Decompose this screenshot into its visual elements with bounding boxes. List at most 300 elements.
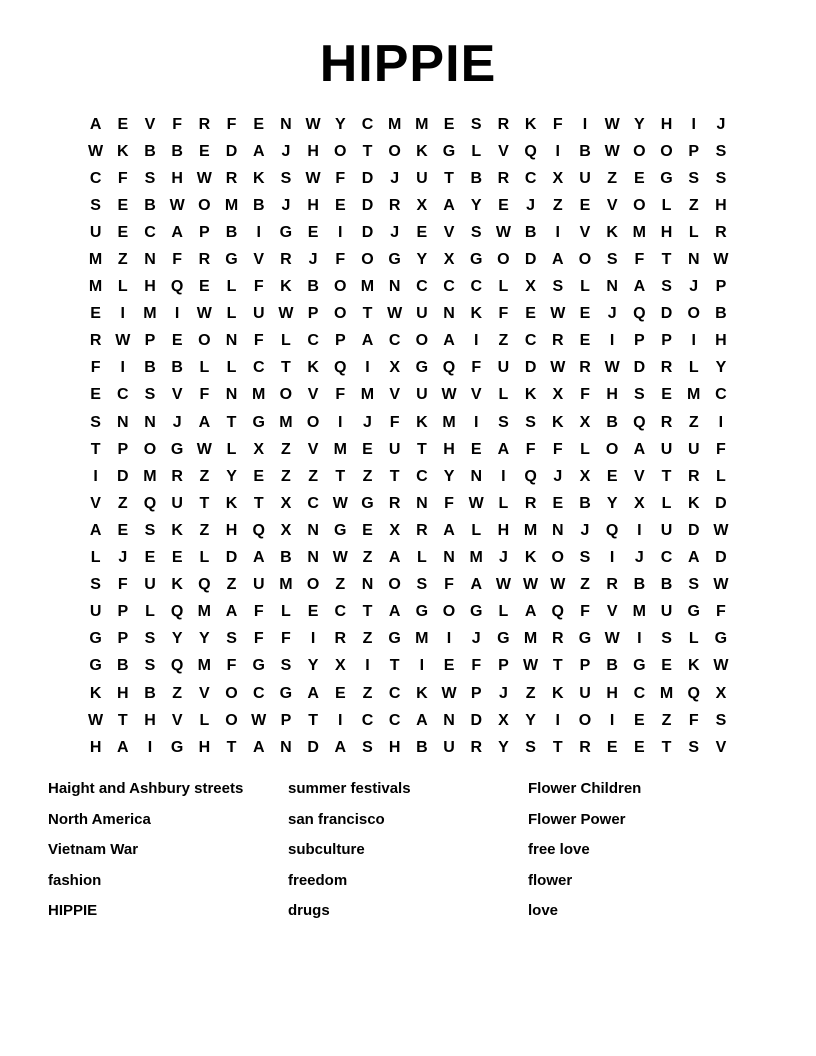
grid-cell: T bbox=[661, 738, 672, 756]
grid-cell: T bbox=[389, 467, 400, 485]
grid-cell: X bbox=[552, 169, 564, 187]
grid-cell: D bbox=[361, 223, 374, 241]
grid-cell: D bbox=[524, 251, 537, 269]
grid-cell: A bbox=[497, 440, 510, 458]
grid-cell: B bbox=[606, 657, 618, 675]
grid-cell: E bbox=[661, 657, 672, 675]
grid-cell: H bbox=[443, 440, 455, 458]
grid-cell: I bbox=[609, 711, 615, 729]
grid-cell: O bbox=[497, 251, 510, 269]
grid-cell: T bbox=[226, 413, 237, 431]
grid-cell: Y bbox=[525, 711, 536, 729]
grid-cell: I bbox=[338, 711, 343, 729]
grid-cell: S bbox=[144, 169, 156, 187]
grid-cell: W bbox=[305, 115, 321, 133]
grid-cell: S bbox=[90, 196, 101, 214]
grid-cell: N bbox=[388, 278, 401, 296]
grid-cell: E bbox=[307, 603, 319, 621]
grid-cell: O bbox=[633, 142, 646, 160]
grid-cell: Y bbox=[634, 115, 645, 133]
grid-cell: I bbox=[718, 413, 724, 431]
grid-cell: B bbox=[144, 684, 156, 702]
grid-cell: B bbox=[470, 169, 482, 187]
grid-cell: Z bbox=[335, 576, 346, 594]
grid-cell: G bbox=[633, 657, 646, 675]
grid-cell: J bbox=[607, 305, 617, 323]
grid-cell: A bbox=[470, 576, 482, 594]
grid-cell: K bbox=[552, 684, 564, 702]
grid-cell: W bbox=[604, 359, 620, 377]
grid-cell: H bbox=[117, 684, 129, 702]
grid-cell: R bbox=[198, 251, 211, 269]
grid-cell: Z bbox=[281, 467, 291, 485]
grid-cell: E bbox=[117, 223, 129, 241]
grid-cell: E bbox=[117, 521, 129, 539]
grid-cell: C bbox=[361, 115, 374, 133]
grid-cell: K bbox=[606, 223, 618, 241]
grid-cell: O bbox=[306, 413, 320, 431]
grid-cell: A bbox=[117, 738, 129, 756]
grid-cell: R bbox=[660, 413, 673, 431]
grid-cell: L bbox=[471, 521, 482, 539]
word-list-item: flower bbox=[528, 871, 573, 889]
grid-cell: T bbox=[281, 359, 291, 377]
grid-cell: B bbox=[144, 359, 156, 377]
grid-cell: L bbox=[199, 711, 210, 729]
grid-cell: S bbox=[498, 413, 509, 431]
grid-cell: L bbox=[716, 467, 726, 485]
grid-cell: M bbox=[442, 413, 456, 431]
grid-cell: I bbox=[338, 413, 343, 431]
grid-cell: M bbox=[143, 305, 157, 323]
grid-cell: Z bbox=[362, 549, 373, 567]
grid-cell: Y bbox=[199, 630, 210, 648]
grid-cell: M bbox=[523, 630, 538, 648]
puzzle-title: HIPPIE bbox=[319, 35, 497, 93]
grid-cell: C bbox=[361, 711, 374, 729]
grid-cell: B bbox=[280, 549, 292, 567]
grid-cell: M bbox=[279, 413, 293, 431]
grid-cell: S bbox=[606, 251, 618, 269]
grid-cell: M bbox=[279, 576, 293, 594]
grid-cell: G bbox=[442, 142, 456, 160]
grid-cell: Y bbox=[307, 657, 319, 675]
grid-cell: W bbox=[115, 332, 131, 350]
grid-cell: V bbox=[634, 467, 645, 485]
word-list-item: love bbox=[528, 902, 559, 919]
grid-cell: N bbox=[361, 576, 374, 594]
grid-cell: S bbox=[280, 657, 292, 675]
grid-cell: U bbox=[416, 169, 428, 187]
grid-cell: S bbox=[579, 549, 591, 567]
grid-cell: S bbox=[226, 630, 237, 648]
grid-cell: T bbox=[335, 467, 346, 485]
grid-cell: U bbox=[171, 494, 183, 512]
grid-cell: I bbox=[582, 115, 588, 133]
grid-cell: O bbox=[198, 332, 211, 350]
grid-cell: N bbox=[443, 711, 455, 729]
grid-cell: U bbox=[416, 386, 428, 404]
grid-cell: C bbox=[660, 549, 673, 567]
grid-cell: K bbox=[307, 359, 319, 377]
grid-cell: Q bbox=[524, 142, 537, 160]
grid-cell: W bbox=[196, 169, 212, 187]
grid-cell: Q bbox=[605, 521, 619, 539]
grid-cell: I bbox=[555, 142, 560, 160]
grid-cell: F bbox=[253, 630, 264, 648]
grid-cell: A bbox=[89, 115, 102, 133]
grid-cell: Y bbox=[334, 115, 346, 133]
grid-cell: R bbox=[552, 332, 564, 350]
grid-cell: W bbox=[251, 711, 267, 729]
grid-cell: J bbox=[498, 684, 508, 702]
grid-cell: S bbox=[634, 386, 645, 404]
grid-cell: I bbox=[691, 332, 696, 350]
grid-cell: D bbox=[225, 549, 238, 567]
grid-cell: Q bbox=[143, 494, 157, 512]
grid-cell: V bbox=[579, 223, 591, 241]
grid-cell: V bbox=[307, 386, 319, 404]
grid-cell: O bbox=[578, 711, 592, 729]
grid-cell: Z bbox=[498, 332, 509, 350]
grid-cell: E bbox=[634, 169, 645, 187]
grid-cell: A bbox=[416, 711, 428, 729]
grid-cell: X bbox=[715, 684, 727, 702]
grid-cell: D bbox=[715, 549, 727, 567]
grid-cell: I bbox=[419, 657, 425, 675]
grid-cell: S bbox=[90, 576, 101, 594]
grid-cell: H bbox=[660, 115, 673, 133]
grid-cell: F bbox=[716, 603, 726, 621]
grid-cell: I bbox=[256, 223, 261, 241]
grid-cell: B bbox=[579, 142, 591, 160]
grid-cell: U bbox=[660, 603, 673, 621]
grid-cell: R bbox=[606, 576, 618, 594]
grid-cell: C bbox=[633, 684, 646, 702]
grid-cell: T bbox=[444, 169, 454, 187]
grid-cell: M bbox=[197, 603, 211, 621]
grid-cell: P bbox=[144, 332, 156, 350]
grid-cell: G bbox=[714, 630, 728, 648]
grid-cell: G bbox=[279, 223, 293, 241]
grid-cell: Z bbox=[362, 630, 373, 648]
grid-cell: H bbox=[715, 196, 727, 214]
grid-cell: J bbox=[634, 549, 644, 567]
grid-cell: L bbox=[199, 359, 210, 377]
grid-cell: C bbox=[388, 711, 401, 729]
grid-cell: W bbox=[305, 169, 321, 187]
grid-cell: V bbox=[443, 223, 455, 241]
grid-cell: O bbox=[198, 196, 211, 214]
grid-cell: W bbox=[441, 386, 457, 404]
grid-cell: P bbox=[334, 332, 346, 350]
grid-cell: S bbox=[715, 169, 727, 187]
grid-cell: Q bbox=[198, 576, 211, 594]
grid-cell: V bbox=[606, 196, 618, 214]
grid-cell: X bbox=[253, 440, 265, 458]
grid-cell: L bbox=[580, 278, 590, 296]
word-list-item: fashion bbox=[48, 871, 102, 889]
grid-cell: X bbox=[525, 278, 536, 296]
grid-cell: A bbox=[334, 738, 347, 756]
grid-cell: M bbox=[224, 196, 239, 214]
grid-cell: Y bbox=[498, 738, 509, 756]
grid-cell: A bbox=[361, 332, 374, 350]
grid-cell: W bbox=[604, 630, 620, 648]
grid-cell: F bbox=[117, 169, 128, 187]
grid-cell: M bbox=[252, 386, 266, 404]
grid-cell: O bbox=[143, 440, 157, 458]
word-list-item: freedom bbox=[288, 871, 348, 889]
grid-cell: U bbox=[388, 440, 401, 458]
word-list-item: subculture bbox=[288, 841, 365, 858]
grid-cell: O bbox=[578, 251, 592, 269]
grid-cell: Q bbox=[334, 359, 347, 377]
grid-cell: B bbox=[171, 142, 183, 160]
grid-cell: M bbox=[387, 115, 402, 133]
grid-cell: O bbox=[660, 142, 673, 160]
grid-cell: N bbox=[443, 549, 455, 567]
grid-cell: G bbox=[89, 657, 102, 675]
grid-cell: F bbox=[335, 386, 346, 404]
grid-cell: G bbox=[388, 251, 401, 269]
grid-cell: I bbox=[147, 738, 153, 756]
grid-cell: U bbox=[144, 576, 156, 594]
grid-cell: W bbox=[495, 576, 511, 594]
grid-cell: P bbox=[199, 223, 210, 241]
grid-cell: E bbox=[117, 115, 129, 133]
grid-cell: T bbox=[389, 657, 400, 675]
grid-cell: R bbox=[198, 115, 211, 133]
grid-cell: L bbox=[117, 278, 128, 296]
grid-cell: V bbox=[253, 251, 265, 269]
grid-cell: P bbox=[280, 711, 292, 729]
word-list-item: Flower Power bbox=[528, 810, 626, 828]
grid-cell: G bbox=[415, 603, 429, 621]
grid-cell: I bbox=[473, 332, 479, 350]
grid-cell: R bbox=[687, 467, 700, 485]
grid-cell: Z bbox=[362, 684, 373, 702]
grid-cell: W bbox=[550, 576, 566, 594]
grid-cell: O bbox=[388, 576, 401, 594]
grid-cell: H bbox=[606, 386, 618, 404]
grid-cell: O bbox=[279, 386, 293, 404]
grid-cell: O bbox=[415, 332, 429, 350]
grid-cell: I bbox=[609, 549, 615, 567]
grid-cell: T bbox=[552, 738, 563, 756]
grid-cell: E bbox=[443, 657, 455, 675]
grid-cell: Q bbox=[170, 278, 184, 296]
grid-cell: X bbox=[334, 657, 346, 675]
grid-cell: N bbox=[470, 467, 482, 485]
grid-cell: O bbox=[225, 684, 238, 702]
grid-cell: L bbox=[688, 223, 699, 241]
grid-cell: S bbox=[144, 386, 156, 404]
grid-cell: C bbox=[117, 386, 129, 404]
grid-cell: M bbox=[632, 603, 646, 621]
grid-cell: H bbox=[715, 332, 727, 350]
grid-cell: M bbox=[333, 440, 347, 458]
grid-cell: R bbox=[497, 115, 510, 133]
grid-cell: K bbox=[171, 576, 183, 594]
grid-cell: H bbox=[225, 521, 238, 539]
grid-cell: R bbox=[470, 738, 482, 756]
grid-cell: B bbox=[171, 359, 183, 377]
grid-cell: M bbox=[523, 521, 538, 539]
grid-cell: S bbox=[661, 278, 672, 296]
grid-cell: K bbox=[89, 684, 102, 702]
grid-cell: H bbox=[307, 142, 319, 160]
grid-cell: K bbox=[416, 142, 428, 160]
grid-cell: P bbox=[688, 142, 700, 160]
grid-cell: A bbox=[388, 549, 401, 567]
grid-cell: X bbox=[416, 196, 428, 214]
grid-cell: E bbox=[634, 711, 645, 729]
grid-cell: J bbox=[390, 169, 400, 187]
grid-cell: C bbox=[470, 278, 482, 296]
grid-cell: T bbox=[661, 251, 672, 269]
grid-cell: I bbox=[637, 521, 642, 539]
grid-cell: D bbox=[715, 494, 727, 512]
grid-cell: M bbox=[88, 251, 103, 269]
grid-cell: G bbox=[687, 603, 700, 621]
grid-cell: S bbox=[661, 630, 672, 648]
grid-cell: T bbox=[308, 711, 318, 729]
grid-cell: I bbox=[120, 305, 125, 323]
grid-cell: W bbox=[88, 142, 104, 160]
grid-cell: S bbox=[144, 630, 156, 648]
grid-cell: U bbox=[252, 576, 265, 594]
grid-cell: W bbox=[332, 494, 348, 512]
grid-cell: L bbox=[90, 549, 101, 567]
grid-cell: X bbox=[552, 386, 564, 404]
grid-cell: R bbox=[416, 521, 428, 539]
grid-cell: Z bbox=[117, 251, 128, 269]
grid-cell: F bbox=[525, 440, 536, 458]
grid-cell: W bbox=[88, 711, 104, 729]
grid-cell: T bbox=[661, 467, 672, 485]
grid-cell: U bbox=[497, 359, 510, 377]
grid-cell: V bbox=[90, 494, 101, 512]
grid-cell: O bbox=[605, 440, 619, 458]
grid-cell: D bbox=[307, 738, 319, 756]
grid-cell: H bbox=[606, 684, 618, 702]
grid-cell: R bbox=[280, 251, 292, 269]
grid-cell: F bbox=[471, 657, 482, 675]
grid-cell: H bbox=[144, 278, 156, 296]
grid-cell: E bbox=[171, 332, 183, 350]
grid-cell: I bbox=[691, 115, 696, 133]
grid-cell: J bbox=[580, 521, 590, 539]
grid-cell: J bbox=[498, 549, 508, 567]
grid-cell: T bbox=[362, 142, 373, 160]
grid-cell: W bbox=[196, 305, 212, 323]
grid-cell: J bbox=[471, 630, 481, 648]
grid-cell: Z bbox=[688, 196, 699, 214]
grid-cell: N bbox=[307, 521, 319, 539]
grid-cell: U bbox=[443, 738, 455, 756]
grid-cell: F bbox=[580, 386, 590, 404]
grid-cell: B bbox=[144, 142, 156, 160]
grid-cell: K bbox=[416, 684, 428, 702]
grid-cell: E bbox=[606, 738, 618, 756]
grid-cell: B bbox=[606, 413, 618, 431]
grid-cell: V bbox=[470, 386, 482, 404]
grid-cell: I bbox=[174, 305, 180, 323]
grid-cell: E bbox=[661, 386, 672, 404]
grid-cell: E bbox=[253, 115, 265, 133]
grid-cell: G bbox=[497, 630, 510, 648]
grid-cell: T bbox=[416, 440, 427, 458]
grid-cell: J bbox=[689, 278, 699, 296]
grid-cell: E bbox=[362, 440, 373, 458]
grid-cell: U bbox=[579, 169, 591, 187]
grid-cell: K bbox=[524, 549, 537, 567]
grid-cell: X bbox=[634, 494, 645, 512]
grid-cell: S bbox=[552, 278, 564, 296]
word-list-item: North America bbox=[48, 810, 151, 828]
grid-cell: G bbox=[89, 630, 102, 648]
grid-cell: S bbox=[362, 738, 373, 756]
grid-cell: M bbox=[197, 657, 211, 675]
grid-cell: L bbox=[688, 630, 699, 648]
grid-cell: F bbox=[552, 115, 563, 133]
grid-cell: F bbox=[117, 576, 128, 594]
grid-cell: B bbox=[117, 657, 129, 675]
grid-cell: T bbox=[90, 440, 101, 458]
grid-cell: L bbox=[226, 305, 237, 323]
grid-cell: E bbox=[144, 549, 156, 567]
word-list-item: Haight and Ashbury streets bbox=[48, 780, 244, 797]
grid-cell: H bbox=[388, 738, 401, 756]
grid-cell: E bbox=[90, 386, 101, 404]
grid-cell: C bbox=[388, 684, 401, 702]
grid-cell: I bbox=[365, 359, 370, 377]
grid-cell: A bbox=[388, 603, 401, 621]
grid-cell: S bbox=[144, 657, 156, 675]
grid-cell: L bbox=[226, 440, 237, 458]
grid-cell: V bbox=[606, 603, 618, 621]
grid-cell: G bbox=[578, 630, 592, 648]
grid-cell: T bbox=[552, 657, 563, 675]
grid-cell: E bbox=[579, 305, 591, 323]
grid-cell: E bbox=[199, 142, 210, 160]
grid-cell: O bbox=[361, 251, 374, 269]
grid-cell: X bbox=[579, 467, 591, 485]
grid-cell: E bbox=[334, 684, 346, 702]
grid-cell: W bbox=[550, 359, 566, 377]
grid-cell: B bbox=[633, 576, 646, 594]
grid-cell: O bbox=[551, 549, 564, 567]
grid-cell: C bbox=[144, 223, 156, 241]
grid-cell: W bbox=[523, 657, 539, 675]
grid-cell: L bbox=[498, 386, 509, 404]
grid-cell: C bbox=[388, 332, 401, 350]
grid-cell: Q bbox=[633, 305, 646, 323]
grid-cell: P bbox=[117, 440, 129, 458]
grid-cell: F bbox=[281, 630, 291, 648]
grid-cell: R bbox=[660, 359, 673, 377]
grid-cell: O bbox=[442, 603, 456, 621]
grid-cell: V bbox=[498, 142, 509, 160]
grid-cell: A bbox=[687, 549, 700, 567]
grid-cell: G bbox=[279, 684, 293, 702]
grid-cell: L bbox=[661, 196, 672, 214]
grid-cell: G bbox=[170, 738, 184, 756]
grid-cell: Y bbox=[226, 467, 237, 485]
grid-cell: M bbox=[143, 467, 157, 485]
word-list-item: Flower Children bbox=[528, 780, 642, 797]
